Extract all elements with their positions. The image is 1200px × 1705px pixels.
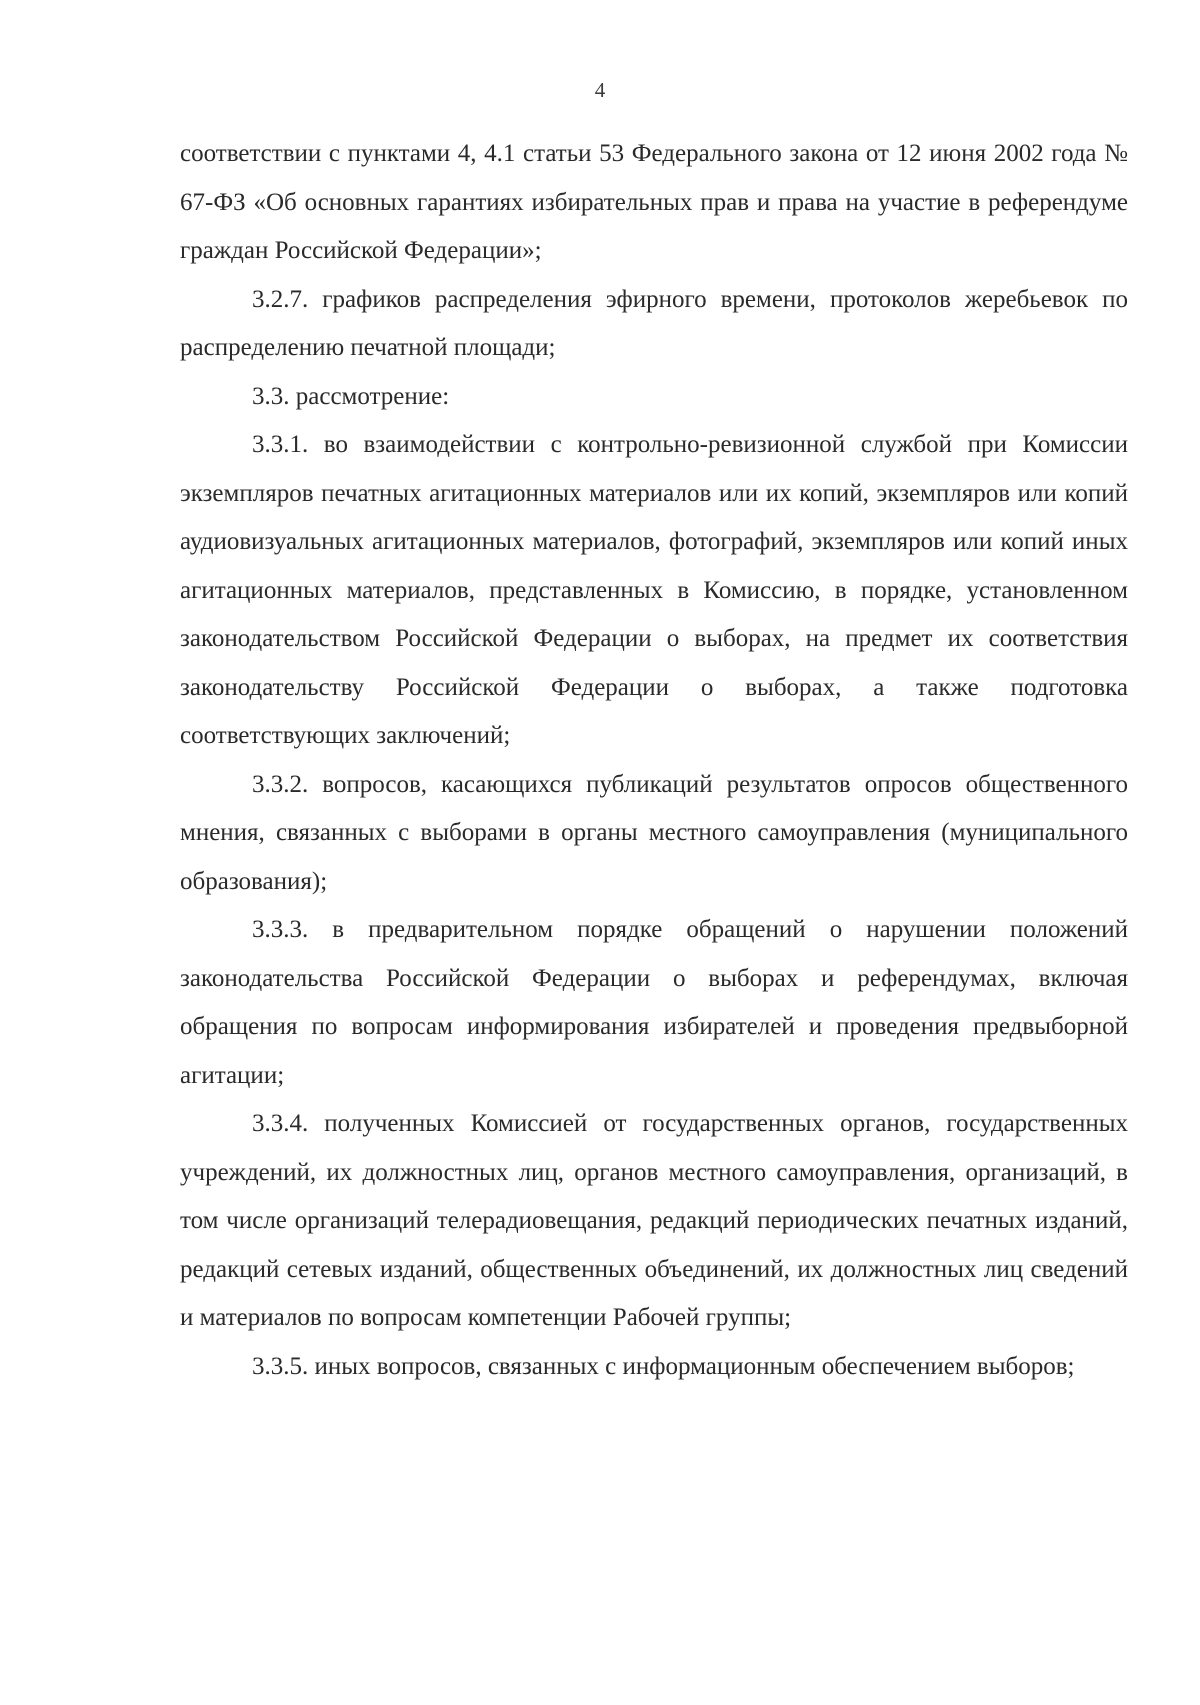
- paragraph-3-3-1: 3.3.1. во взаимодействии с контрольно-ревизионной службой при Комиссии экземпляров печатных агитационных материалов или их копий, экземпляров или копий аудиовизуальных агитационных материалов, фотографий, экземпляров или копий иных агитационных материалов, представленных в Комиссию, в порядке, установленном законодательством Российской Федерации о выборах, на предмет их соответствия законодательству Российской Федерации о выборах, а также подготовка соответствующих заключений;: [180, 431, 1128, 749]
- paragraph-3-3: 3.3. рассмотрение:: [252, 382, 450, 410]
- paragraph-3-3-2: 3.3.2. вопросов, касающихся публикаций результатов опросов общественного мнения, связанных с выборами в органы местного самоуправления (муниципального образования);: [180, 770, 1128, 895]
- document-body: [180, 130, 1128, 1391]
- paragraph-3-3-3: 3.3.3. в предварительном порядке обращений о нарушении положений законодательства Российской Федерации о выборах и референдумах, включая обращения по вопросам информирования избирателей и проведения предвыборной агитации;: [180, 916, 1128, 1089]
- paragraph-3-3-5: 3.3.5. иных вопросов, связанных с информационным обеспечением выборов;: [252, 1352, 1075, 1380]
- paragraph-3-2-7: 3.2.7. графиков распределения эфирного времени, протоколов жеребьевок по распределению печатной площади;: [180, 285, 1128, 361]
- paragraph-3-3-4: 3.3.4. полученных Комиссией от государственных органов, государственных учреждений, их должностных лиц, органов местного самоуправления, организаций, в том числе организаций телерадиовещания, редакций периодических печатных изданий, редакций сетевых изданий, общественных объединений, их должностных лиц сведений и материалов по вопросам компетенции Рабочей группы;: [180, 1110, 1128, 1331]
- paragraph-continuation: соответствии с пунктами 4, 4.1 статьи 53 Федерального закона от 12 июня 2002 года № 67-ФЗ «Об основных гарантиях избирательных прав и права на участие в референдуме граждан Российской Федерации»;: [180, 140, 1128, 264]
- page-number: 4: [594, 78, 606, 102]
